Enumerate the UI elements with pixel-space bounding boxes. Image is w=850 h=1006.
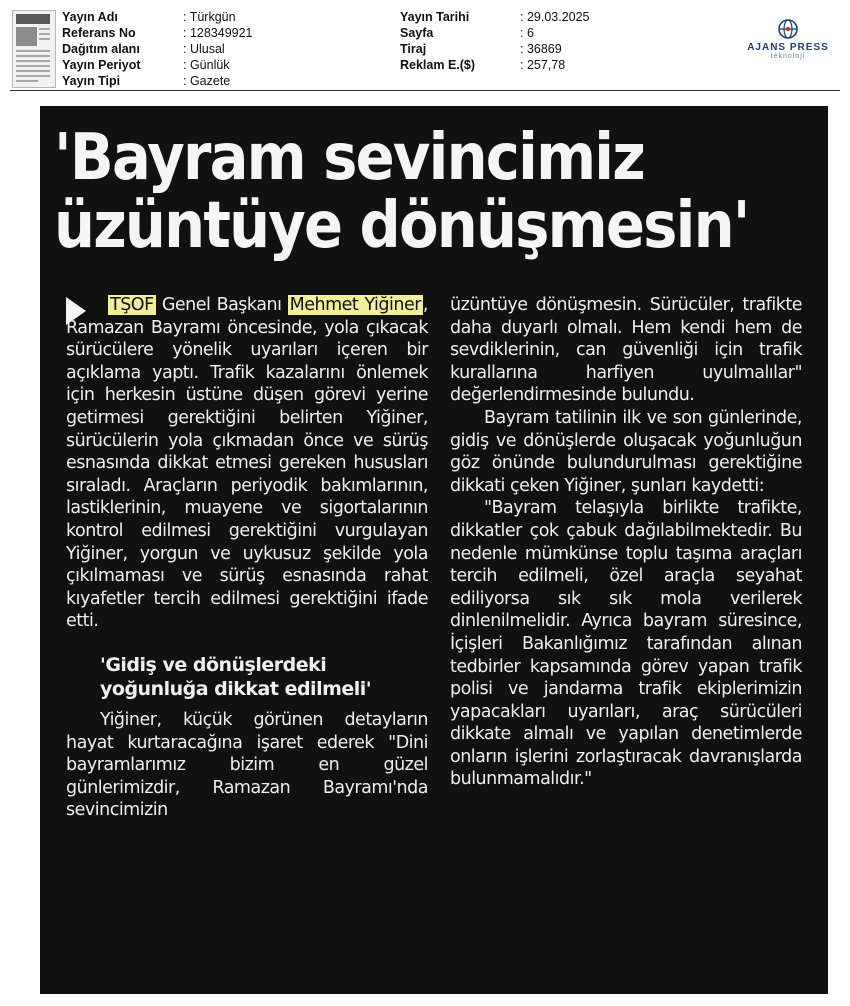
- article-paragraph: Yiğiner, küçük görünen detayların hayat kurtaracağına işaret ederek "Dini bayramlarımız bizim en güzel günlerimizdir, Ramazan Bayramı'nda sevincimizin: [66, 709, 428, 821]
- headline-line-1: 'Bayram sevincimiz: [54, 121, 644, 195]
- meta-label: Yayın Tarihi: [400, 10, 470, 24]
- meta-value: : Ulusal: [183, 42, 225, 56]
- article-paragraph: "Bayram telaşıyla birlikte trafikte, dikkatler çok çabuk dağılabilmektedir. Bu nedenle mümkünse toplu taşıma araçları tercih edilmeli, özel araçla seyahat ediliyorsa sık sık mola verilerek dinlenilmelidir. Ayrıca bayram süresince, İçişleri Bakanlığımız tarafından alınan tedbirler kapsamında görev yapan trafik polisi ve jandarma trafik ekiplerimizin yapacakları uyarıları, araç sürücüleri dikkate almalı ve yapılan denetimlerde onların işlerini zorlaştıracak davranışlarda bulunmamalıdır.": [450, 498, 802, 790]
- meta-value: : 257,78: [520, 58, 566, 72]
- article-column-right: [450, 294, 802, 791]
- globe-icon: [777, 18, 799, 40]
- header-divider: [10, 90, 840, 91]
- meta-value: : Gazete: [183, 74, 231, 88]
- meta-label: Referans No: [62, 26, 136, 40]
- lead-text-mid: Genel Başkanı: [155, 295, 288, 315]
- publication-meta-left: [62, 9, 253, 89]
- meta-value: : 36869: [520, 42, 562, 56]
- meta-label: Yayın Adı: [62, 10, 118, 24]
- highlight-org: TŞOF: [110, 295, 154, 315]
- meta-value: : 29.03.2025: [520, 10, 590, 24]
- logo-subtitle: teknoloji: [770, 53, 806, 60]
- lead-arrow-icon: [66, 297, 86, 325]
- article-subheading: 'Gidiş ve dönüşlerdeki yoğunluğa dikkat edilmeli': [100, 653, 372, 700]
- publication-meta-right: [400, 9, 590, 73]
- logo-name: AJANS PRESS: [747, 42, 829, 53]
- meta-label: Dağıtım alanı: [62, 42, 140, 56]
- lead-paragraph: [66, 294, 428, 633]
- meta-label: Sayfa: [400, 26, 434, 40]
- meta-value: : 128349921: [183, 26, 253, 40]
- article-paragraph: Bayram tatilinin ilk ve son günlerinde, gidiş ve dönüşlerde oluşacak yoğunluğun göz önünde bulundurulması gerektiğine dikkati çeken Yiğiner, şunları kaydetti:: [450, 407, 802, 496]
- meta-label: Tiraj: [400, 42, 427, 56]
- news-clipping: [40, 106, 828, 994]
- lead-text-rest: , Ramazan Bayramı öncesinde, yola çıkacak sürücülere yönelik uyarıları içeren bir açıklama yaptı. Trafik kazalarını önlemek için herkesin üstüne düşen görevi yerine getirmesi gerektiğini belirten Yiğiner, sürücülerin yola çıkmadan önce ve sürüş esnasında dikkat etmesi gereken hususları sıraladı. Araçların periyodik bakımlarının, lastiklerinin, muayene ve sigortalarının kontrol edilmesi gerektiğini vurgulayan Yiğiner, yorgun ve uykusuz şekilde yola çıkılmaması ve sürüş esnasında rahat kıyafetler tercih edilmesi gerektiğini ifade etti.: [66, 295, 428, 632]
- meta-value: : 6: [520, 26, 534, 40]
- article-paragraph: üzüntüye dönüşmesin. Sürücüler, trafikte daha duyarlı olmalı. Hem kendi hem de sevdiklerinin, can güvenliği için trafik kurallarına harfiyen uyulmalılar" değerlendirmesinde bulundu.: [450, 295, 802, 406]
- clipping-header: [0, 0, 850, 92]
- meta-label: Yayın Periyot: [62, 58, 141, 72]
- highlight-name: Mehmet Yiğiner: [289, 295, 421, 315]
- ajans-press-logo: [738, 18, 838, 62]
- newspaper-thumbnail[interactable]: [12, 10, 56, 88]
- meta-label: Reklam E.($): [400, 58, 476, 72]
- meta-value: : Türkgün: [183, 10, 236, 24]
- meta-label: Yayın Tipi: [62, 74, 121, 88]
- article-column-left: [66, 294, 428, 822]
- meta-value: : Günlük: [183, 58, 230, 72]
- headline-line-2: üzüntüye dönüşmesin': [54, 189, 749, 263]
- article-headline: [54, 121, 749, 263]
